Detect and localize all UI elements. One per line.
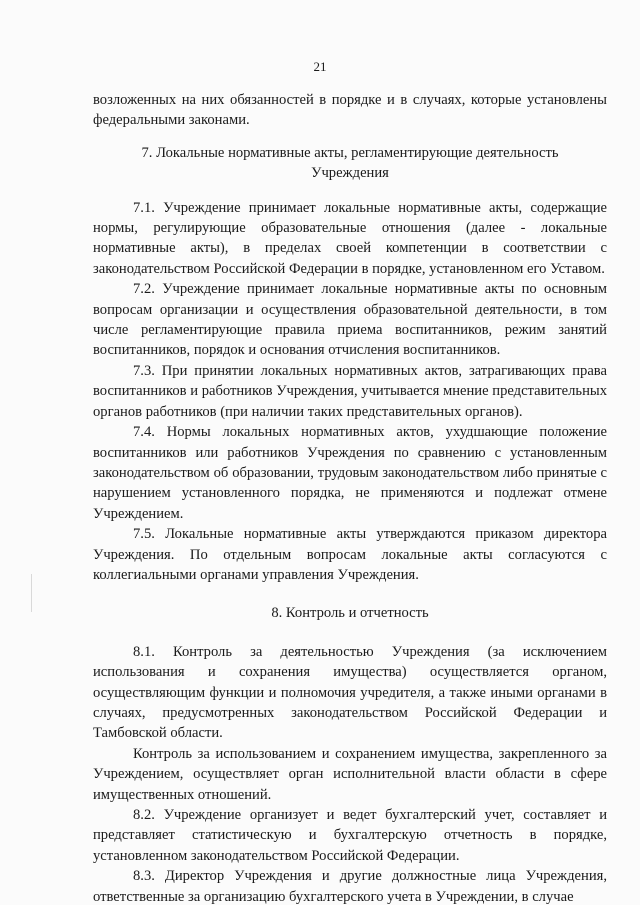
paragraph-7-2: 7.2. Учреждение принимает локальные нормативные акты по основным вопросам организации и осуществления образовательной деятельности, в том числе регламентирующие правила приема воспитанников, режим занятий воспитанников, порядок и основания отчисления воспитанников. — [93, 281, 607, 359]
paragraph-8-1-continued: Контроль за использованием и сохранением имущества, закрепленного за Учреждением, осуществляет орган исполнительной власти области в сфере имущественных отношений. — [93, 745, 607, 803]
section-7-title-line-1: 7. Локальные нормативные акты, регламентирующие деятельность — [141, 144, 559, 161]
scan-artifact-line — [31, 574, 32, 612]
intro-paragraph: возложенных на них обязанностей в порядке и в случаях, которые установлены федеральными законами. — [93, 92, 607, 129]
paragraph-8-1: 8.1. Контроль за деятельностью Учреждения (за исключением использования и сохранения имущества) осуществляется органом, осуществляющим функции и полномочия учредителя, а также иными органами в случаях, предусмотренных законодательством Российской Федерации и Тамбовской области. — [93, 643, 607, 742]
section-7-title-line-2: Учреждения — [311, 165, 389, 182]
document-body — [93, 90, 607, 907]
paragraph-8-2: 8.2. Учреждение организует и ведет бухгалтерский учет, составляет и представляет статистическую и бухгалтерскую отчетность в порядке, установленном законодательством Российской Федерации. — [93, 807, 607, 864]
section-8-heading: 8. Контроль и отчетность — [271, 605, 429, 622]
page-number: 21 — [313, 59, 327, 74]
paragraph-7-4: 7.4. Нормы локальных нормативных актов, ухудшающие положение воспитанников или работников Учреждения по сравнению с установленным законодательством об образовании, трудовым законодательством либо принятые с нарушением установленного порядка, не применяются и подлежат отмене Учреждением. — [93, 424, 607, 522]
paragraph-7-3: 7.3. При принятии локальных нормативных актов, затрагивающих права воспитанников и работников Учреждения, учитывается мнение представительных органов работников (при наличии таких представительных органов). — [93, 362, 607, 420]
paragraph-7-5: 7.5. Локальные нормативные акты утверждаются приказом директора Учреждения. По отдельным вопросам локальные акты согласуются с коллегиальными органами управления Учреждения. — [93, 526, 607, 583]
paragraph-7-1: 7.1. Учреждение принимает локальные нормативные акты, содержащие нормы, регулирующие образовательные отношения (далее - локальные нормативные акты), в пределах своей компетенции в соответствии с законодательством Российской Федерации в порядке, установленном его Уставом. — [93, 199, 607, 277]
section-7-heading — [93, 143, 607, 184]
paragraph-8-3: 8.3. Директор Учреждения и другие должностные лица Учреждения, ответственные за организацию бухгалтерского учета в Учреждении, в случае — [93, 868, 607, 905]
